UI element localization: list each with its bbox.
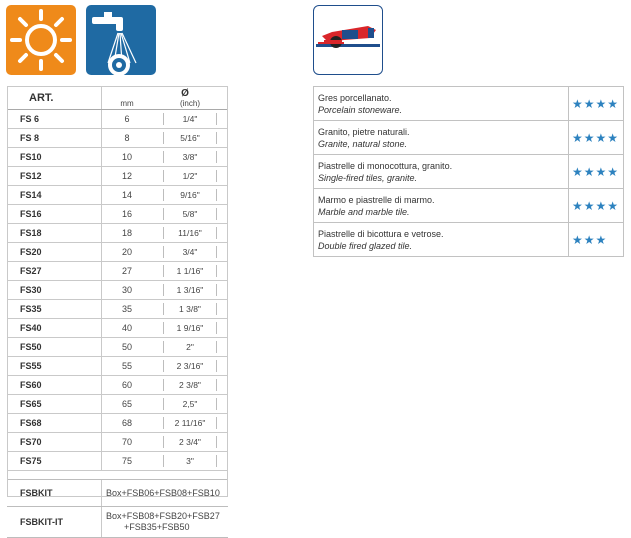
diameter-mm: 40	[102, 319, 153, 338]
diameter-inch-cell	[152, 319, 228, 338]
article-code: FS16	[7, 205, 102, 224]
diameter-inch: 3/4"	[163, 246, 217, 258]
table-row	[7, 224, 228, 243]
table-header	[7, 87, 228, 110]
article-code: FS27	[7, 262, 102, 281]
material-row	[314, 121, 624, 155]
diameter-mm: 70	[102, 433, 153, 452]
table-row	[7, 243, 228, 262]
diameter-inch-cell	[152, 148, 228, 167]
material-name-en: Porcelain stoneware.	[318, 104, 403, 115]
diameter-inch: 3/8"	[163, 151, 217, 163]
diameter-inch-cell	[152, 433, 228, 452]
diameter-inch-cell	[152, 262, 228, 281]
diameter-inch: 3"	[163, 455, 217, 467]
article-code: FS55	[7, 357, 102, 376]
kit-row	[7, 480, 228, 507]
diameter-inch-cell	[152, 452, 228, 471]
diameter-inch: 1/4"	[163, 113, 217, 125]
diameter-inch-cell	[152, 224, 228, 243]
material-row	[314, 223, 624, 257]
material-name-en: Double fired glazed tile.	[318, 240, 413, 251]
diameter-inch: 2"	[163, 341, 217, 353]
diameter-inch-cell	[152, 243, 228, 262]
material-name-it: Piastrelle di bicottura e vetrose.	[318, 228, 444, 239]
kit-contents-line: Box+FSB06+FSB08+FSB10	[106, 487, 220, 498]
diameter-mm: 75	[102, 452, 153, 471]
table-row	[7, 300, 228, 319]
diameter-inch: 2 3/4"	[163, 436, 217, 448]
diameter-inch-cell	[152, 376, 228, 395]
water-tap-icon	[86, 5, 156, 75]
materials-table	[313, 86, 624, 257]
kit-contents-line: Box+FSB08+FSB20+FSB27	[106, 511, 220, 521]
diameter-mm: 68	[102, 414, 153, 433]
rating-stars: ★★★★	[568, 155, 623, 189]
diameter-inch: 2,5"	[163, 398, 217, 410]
diameter-mm: 27	[102, 262, 153, 281]
article-code: FS35	[7, 300, 102, 319]
diameter-mm: 6	[102, 110, 153, 129]
kit-contents	[102, 507, 229, 538]
diameter-header	[102, 87, 229, 110]
material-description	[314, 87, 569, 121]
table-row	[7, 433, 228, 452]
table-row	[7, 186, 228, 205]
diameter-inch-cell	[152, 300, 228, 319]
diameter-inch: 1 1/16"	[163, 265, 217, 277]
diameter-inch-cell	[152, 414, 228, 433]
kit-code: FSBKIT	[7, 480, 102, 507]
sun-icon	[6, 5, 76, 75]
table-row	[7, 338, 228, 357]
kit-contents-line: +FSB35+FSB50	[124, 522, 190, 532]
article-code: FS68	[7, 414, 102, 433]
rating-stars: ★★★★	[568, 87, 623, 121]
diameter-mm: 20	[102, 243, 153, 262]
diameter-mm: 14	[102, 186, 153, 205]
diameter-mm: 12	[102, 167, 153, 186]
diameter-mm: 65	[102, 395, 153, 414]
diameter-inch-cell	[152, 395, 228, 414]
material-name-it: Marmo e piastrelle di marmo.	[318, 194, 435, 205]
diameter-mm: 10	[102, 148, 153, 167]
inch-unit-label: (inch)	[179, 98, 200, 108]
article-table	[7, 86, 228, 538]
diameter-inch: 2 11/16"	[163, 417, 217, 429]
table-row	[7, 205, 228, 224]
table-row	[7, 319, 228, 338]
material-row	[314, 189, 624, 223]
kit-code: FSBKIT-IT	[7, 507, 102, 538]
material-row	[314, 155, 624, 189]
rating-stars: ★★★★	[568, 189, 623, 223]
material-name-it: Gres porcellanato.	[318, 92, 392, 103]
material-description	[314, 189, 569, 223]
diameter-mm: 30	[102, 281, 153, 300]
diameter-inch-cell	[152, 129, 228, 148]
material-name-en: Single-fired tiles, granite.	[318, 172, 418, 183]
article-code: FS18	[7, 224, 102, 243]
table-row	[7, 281, 228, 300]
article-code: FS12	[7, 167, 102, 186]
table-row	[7, 357, 228, 376]
diameter-inch-cell	[152, 186, 228, 205]
article-code: FS10	[7, 148, 102, 167]
diameter-inch: 9/16"	[163, 189, 217, 201]
article-code: FS30	[7, 281, 102, 300]
mm-unit-label: mm	[120, 98, 134, 108]
diameter-mm: 55	[102, 357, 153, 376]
diameter-inch: 1 9/16"	[163, 322, 217, 334]
kit-row	[7, 507, 228, 538]
article-code: FS50	[7, 338, 102, 357]
article-code: FS14	[7, 186, 102, 205]
table-row	[7, 148, 228, 167]
table-spacer	[7, 471, 228, 480]
article-code: FS70	[7, 433, 102, 452]
material-name-it: Granito, pietre naturali.	[318, 126, 410, 137]
diameter-inch-cell	[152, 167, 228, 186]
diameter-inch-cell	[152, 205, 228, 224]
rating-stars: ★★★	[568, 223, 623, 257]
diameter-mm: 60	[102, 376, 153, 395]
table-row	[7, 110, 228, 129]
diameter-inch: 1 3/16"	[163, 284, 217, 296]
article-code: FS 8	[7, 129, 102, 148]
diameter-inch-cell	[152, 338, 228, 357]
material-name-en: Granite, natural stone.	[318, 138, 408, 149]
table-row	[7, 129, 228, 148]
material-description	[314, 155, 569, 189]
diameter-symbol: Ø	[181, 87, 189, 99]
table-row	[7, 262, 228, 281]
diameter-inch-cell	[152, 281, 228, 300]
diameter-inch-cell	[152, 110, 228, 129]
material-description	[314, 121, 569, 155]
article-code: FS75	[7, 452, 102, 471]
diameter-inch: 11/16"	[163, 227, 217, 239]
kit-contents	[102, 480, 229, 507]
diameter-mm: 18	[102, 224, 153, 243]
diameter-inch-cell	[152, 357, 228, 376]
diameter-mm: 35	[102, 300, 153, 319]
tile-saw-icon	[313, 5, 383, 75]
table-row	[7, 376, 228, 395]
rating-stars: ★★★★	[568, 121, 623, 155]
article-code: FS40	[7, 319, 102, 338]
diameter-inch: 5/8"	[163, 208, 217, 220]
table-row	[7, 414, 228, 433]
art-header: ART.	[7, 87, 102, 110]
diameter-inch: 2 3/16"	[163, 360, 217, 372]
article-code: FS 6	[7, 110, 102, 129]
table-row	[7, 452, 228, 471]
diameter-inch: 2 3/8"	[163, 379, 217, 391]
diameter-inch: 5/16"	[163, 132, 217, 144]
diameter-mm: 8	[102, 129, 153, 148]
material-name-en: Marble and marble tile.	[318, 206, 410, 217]
table-row	[7, 395, 228, 414]
article-code: FS65	[7, 395, 102, 414]
article-code: FS20	[7, 243, 102, 262]
material-name-it: Piastrelle di monocottura, granito.	[318, 160, 453, 171]
material-row	[314, 87, 624, 121]
table-row	[7, 167, 228, 186]
material-description	[314, 223, 569, 257]
diameter-inch: 1 3/8"	[163, 303, 217, 315]
diameter-inch: 1/2"	[163, 170, 217, 182]
article-code: FS60	[7, 376, 102, 395]
diameter-mm: 16	[102, 205, 153, 224]
diameter-mm: 50	[102, 338, 153, 357]
